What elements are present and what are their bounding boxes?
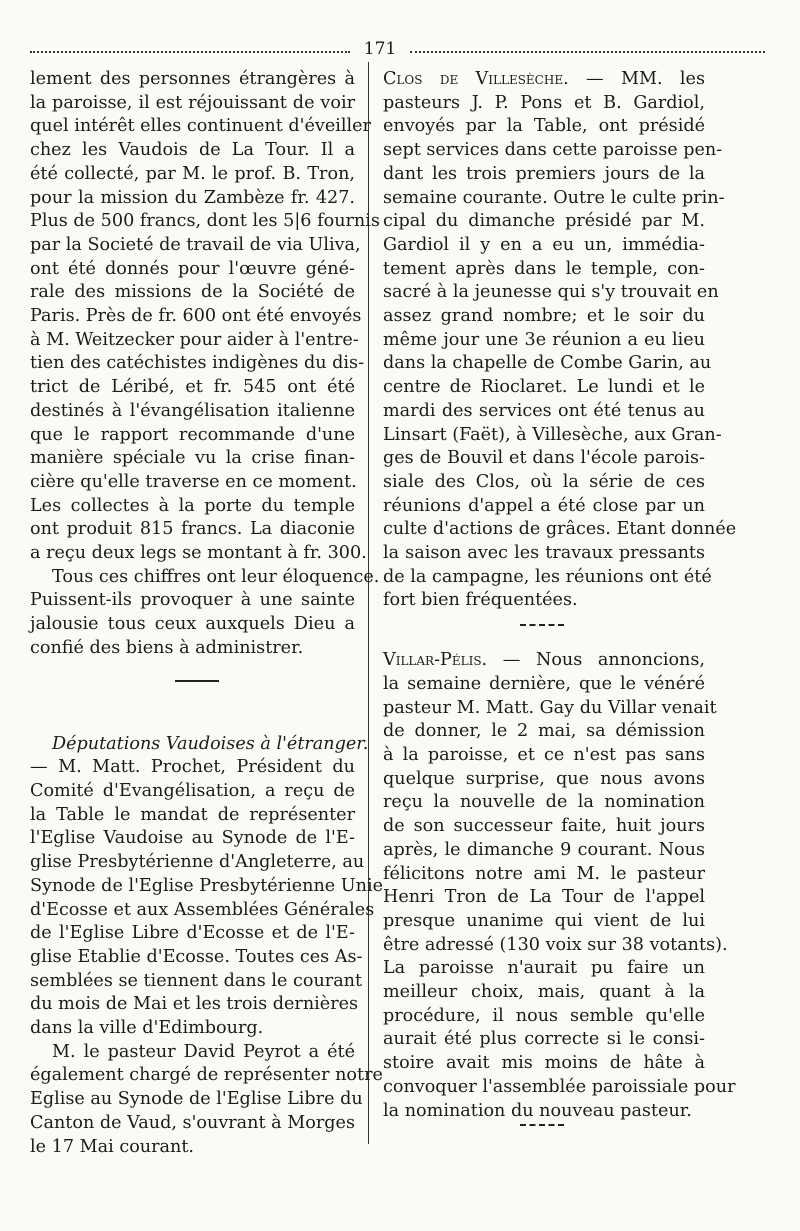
text-line: rale des missions de la Société de xyxy=(30,282,355,303)
text-line: Linsart (Faët), à Villesèche, aux Gran- xyxy=(383,424,722,445)
text-line: Tous ces chiffres ont leur éloquence. xyxy=(52,566,380,587)
text-line: — M. Matt. Prochet, Président du xyxy=(30,757,355,778)
text-line: Plus de 500 francs, dont les 5|6 fournis xyxy=(30,211,380,232)
text-line: quelque surprise, que nous avons xyxy=(383,768,705,789)
text-line: du mois de Mai et les trois dernières xyxy=(30,994,359,1015)
section-title-villar: Villar-Pélis. xyxy=(383,650,488,671)
section-title-deputations: Députations Vaudoises à l'étranger. xyxy=(52,733,369,754)
text-line: d'Ecosse et aux Assemblées Générales xyxy=(30,899,375,920)
text-line: manière spéciale vu la crise finan- xyxy=(30,448,355,469)
text-line: convoquer l'assemblée paroissiale pour xyxy=(383,1076,736,1097)
text-line: culte d'actions de grâces. Etant donnée xyxy=(383,519,737,540)
text-line: le 17 Mai courant. xyxy=(30,1136,195,1157)
paragraph-collections xyxy=(30,68,380,566)
text-line: dans la chapelle de Combe Garin, au xyxy=(383,353,712,374)
section-separator xyxy=(520,1124,564,1126)
text-line: la paroisse, il est réjouissant de voir xyxy=(30,92,355,113)
text-line: meilleur choix, mais, quant à la xyxy=(383,982,705,1003)
text-line: a reçu deux legs se montant à fr. 300. xyxy=(30,543,367,564)
paragraph-deputations xyxy=(30,733,383,1041)
text-line: Henri Tron de La Tour de l'appel xyxy=(383,887,705,908)
text-line: la saison avec les travaux pressants xyxy=(383,543,705,564)
text-line: l'Eglise Vaudoise au Synode de l'E- xyxy=(30,828,355,849)
text-line: être adressé (130 voix sur 38 votants). xyxy=(383,934,728,955)
text-line: siale des Clos, où la série de ces xyxy=(383,471,705,492)
text-line: félicitons notre ami M. le pasteur xyxy=(383,863,705,884)
right-column xyxy=(383,68,737,1123)
text-line: pasteur M. Matt. Gay du Villar venait xyxy=(383,697,717,718)
text-line: mardi des services ont été tenus au xyxy=(383,400,705,421)
text-line: La paroisse n'aurait pu faire un xyxy=(383,958,705,979)
section-separator xyxy=(520,624,564,626)
left-column xyxy=(30,68,383,1159)
text-line: pasteurs J. P. Pons et B. Gardiol, xyxy=(383,92,705,113)
text-line: tien des catéchistes indigènes du dis- xyxy=(30,353,365,374)
text-line: destinés à l'évangélisation italienne xyxy=(30,400,355,421)
paragraph-peyrot xyxy=(30,1041,383,1160)
text-line: pour la mission du Zambèze fr. 427. xyxy=(30,187,355,208)
text-line: quel intérêt elles continuent d'éveiller xyxy=(30,116,371,137)
page-number: 171 xyxy=(363,39,397,59)
text-line: été collecté, par M. le prof. B. Tron, xyxy=(30,163,355,184)
text-line: Clos de Villesèche. — MM. les xyxy=(383,69,705,89)
paragraph-villar-pelis xyxy=(383,649,736,1123)
text-line: même jour une 3e réunion a eu lieu xyxy=(383,329,705,350)
paragraph-clos-de-villeseche xyxy=(383,68,737,613)
text-line: cière qu'elle traverse en ce moment. xyxy=(30,471,357,492)
text-line: Villar-Pélis. — Nous annoncions, xyxy=(383,650,705,671)
text-line: procédure, il nous semble qu'elle xyxy=(383,1005,705,1026)
text-line: à la paroisse, et ce n'est pas sans xyxy=(383,744,705,765)
text-line: aurait été plus correcte si le consi- xyxy=(383,1029,705,1050)
text-line: par la Societé de travail de via Uliva, xyxy=(30,234,361,255)
text-line: après, le dimanche 9 courant. Nous xyxy=(383,839,705,860)
text-line: reçu la nouvelle de la nomination xyxy=(383,792,705,813)
text-line: Comité d'Evangélisation, a reçu de xyxy=(30,780,355,801)
text-line: lement des personnes étrangères à xyxy=(30,69,355,89)
text-line: centre de Rioclaret. Le lundi et le xyxy=(383,377,705,398)
text-line: de donner, le 2 mai, sa démission xyxy=(383,721,705,742)
text-line: la nomination du nouveau pasteur. xyxy=(383,1100,692,1121)
text-line: Canton de Vaud, s'ouvrant à Morges xyxy=(30,1112,355,1133)
text-line: fort bien fréquentées. xyxy=(383,590,578,611)
text-line: de l'Eglise Libre d'Ecosse et de l'E- xyxy=(30,923,355,944)
text-line: chez les Vaudois de La Tour. Il a xyxy=(30,140,355,161)
text-line: glise Etablie d'Ecosse. Toutes ces As- xyxy=(30,946,363,967)
text-line: jalousie tous ceux auxquels Dieu a xyxy=(30,614,355,635)
text-line: réunions d'appel a été close par un xyxy=(383,495,705,516)
text-line: Eglise au Synode de l'Eglise Libre du xyxy=(30,1089,363,1110)
section-separator xyxy=(175,680,219,682)
text-line: que le rapport recommande d'une xyxy=(30,424,355,445)
section-title-clos: Clos de Villesèche. xyxy=(383,69,569,89)
page-header xyxy=(30,38,765,62)
text-line: dans la ville d'Edimbourg. xyxy=(30,1018,264,1039)
text-line: ont produit 815 francs. La diaconie xyxy=(30,519,355,540)
text-line: envoyés par la Table, ont présidé xyxy=(383,116,705,137)
text-line: de son successeur faite, huit jours xyxy=(383,816,705,837)
text-line: la semaine dernière, que le vénéré xyxy=(383,673,705,694)
text-line: à M. Weitzecker pour aider à l'entre- xyxy=(30,329,359,350)
text-line: Gardiol il y en a eu un, immédia- xyxy=(383,234,705,255)
text-line: sept services dans cette paroisse pen- xyxy=(383,140,723,161)
text-line: stoire avait mis moins de hâte à xyxy=(383,1053,705,1074)
text-line: ont été donnés pour l'œuvre géné- xyxy=(30,258,355,279)
text-line: Les collectes à la porte du temple xyxy=(30,495,355,516)
text-line: la Table le mandat de représenter xyxy=(30,804,355,825)
text-line: semblées se tiennent dans le courant xyxy=(30,970,363,991)
text-line: semaine courante. Outre le culte prin- xyxy=(383,187,725,208)
text-line: glise Presbytérienne d'Angleterre, au xyxy=(30,852,365,873)
text-line: de la campagne, les réunions ont été xyxy=(383,566,712,587)
text-line: tement après dans le temple, con- xyxy=(383,258,705,279)
text-line: Paris. Près de fr. 600 ont été envoyés xyxy=(30,306,362,327)
header-rule-left xyxy=(30,51,350,53)
text-line: Synode de l'Eglise Presbytérienne Unie xyxy=(30,875,383,896)
paragraph-figures xyxy=(30,566,380,661)
text-line: cipal du dimanche présidé par M. xyxy=(383,211,705,232)
text-line: Puissent-ils provoquer à une sainte xyxy=(30,590,355,611)
text-line: également chargé de représenter notre xyxy=(30,1065,383,1086)
text-line: presque unanime qui vient de lui xyxy=(383,910,705,931)
text-line: confié des biens à administrer. xyxy=(30,637,304,658)
text-line: ges de Bouvil et dans l'école parois- xyxy=(383,448,705,469)
text-line: dant les trois premiers jours de la xyxy=(383,163,705,184)
text-line: trict de Léribé, et fr. 545 ont été xyxy=(30,377,355,398)
text-line: M. le pasteur David Peyrot a été xyxy=(52,1041,355,1062)
text-line: assez grand nombre; et le soir du xyxy=(383,306,705,327)
header-rule-right xyxy=(410,51,765,53)
text-line: sacré à la jeunesse qui s'y trouvait en xyxy=(383,282,719,303)
